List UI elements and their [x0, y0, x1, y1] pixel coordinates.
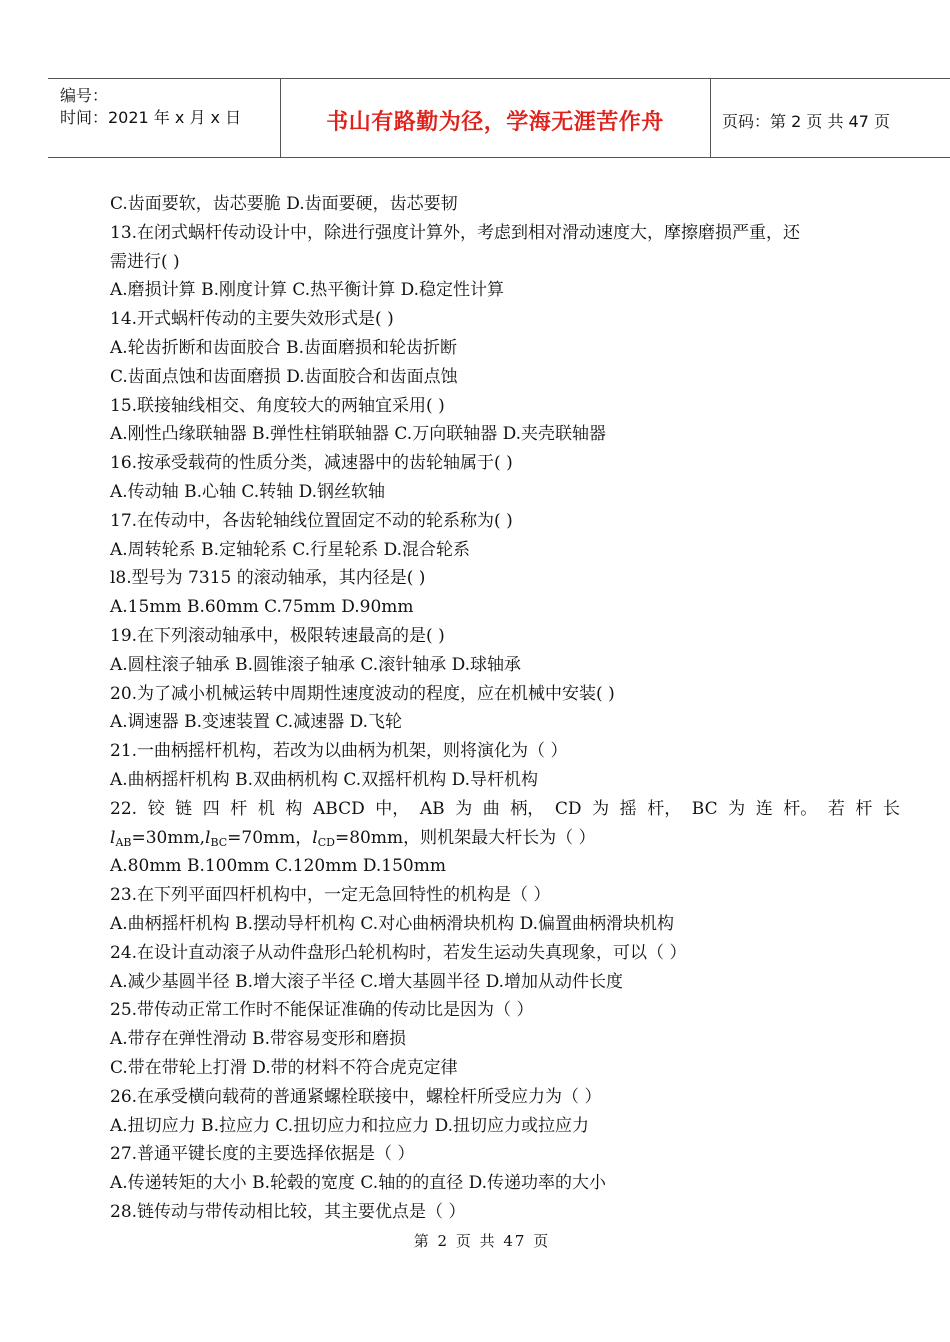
options-21: A.曲柄摇杆机构 B.双曲柄机构 C.双摇杆机构 D.导杆机构 — [110, 769, 539, 790]
subscript-bc: BC — [210, 835, 228, 849]
subscript-cd: CD — [317, 835, 335, 849]
document-time-label: 时间：2021 年 x 月 x 日 — [60, 108, 242, 127]
question-14: 14.开式蜗杆传动的主要失效形式是( ) — [110, 309, 394, 330]
question-22-word: 杆 — [855, 798, 873, 819]
question-22-word: 四 — [202, 798, 220, 819]
question-13-cont: 需进行( ) — [110, 251, 180, 272]
question-22-word: AB — [419, 798, 445, 819]
page-header — [48, 78, 950, 158]
header-page-number: 页码：第 2 页 共 47 页 — [722, 112, 890, 131]
document-number-label: 编号： — [60, 86, 109, 105]
question-16: 16.按承受载荷的性质分类，减速器中的齿轮轴属于( ) — [110, 453, 513, 474]
header-left-cell — [48, 79, 281, 157]
question-22-word: 链 — [175, 798, 193, 819]
options-27: A.传递转矩的大小 B.轮毂的宽度 C.轴的的直径 D.传递功率的大小 — [110, 1173, 607, 1194]
rod-ab-value: =30mm, — [131, 827, 205, 848]
options-20: A.调速器 B.变速装置 C.减速器 D.飞轮 — [110, 712, 403, 733]
question-22-cont — [110, 824, 900, 853]
question-22-word: CD — [554, 798, 582, 819]
question-22-word: 铰 — [147, 798, 165, 819]
question-22-word: 为 — [592, 798, 610, 819]
page-footer: 第 2 页 共 47 页 — [413, 1232, 551, 1250]
subscript-ab: AB — [115, 835, 132, 849]
options-25-ab: A.带存在弹性滑动 B.带容易变形和磨损 — [110, 1029, 406, 1050]
question-22 — [110, 795, 900, 824]
question-24: 24.在设计直动滚子从动件盘形凸轮机构时，若发生运动失真现象，可以（ ） — [110, 942, 687, 963]
question-13: 13.在闭式蜗杆传动设计中，除进行强度计算外，考虑到相对滑动速度大，摩擦磨损严重，还 — [110, 222, 801, 243]
options-26: A.扭切应力 B.拉应力 C.扭切应力和拉应力 D.扭切应力或拉应力 — [110, 1115, 590, 1136]
question-22-word: 机 — [257, 798, 275, 819]
options-17: A.周转轮系 B.定轴轮系 C.行星轮系 D.混合轮系 — [110, 539, 471, 560]
rod-length-symbol: l — [110, 827, 116, 848]
question-22-word: 22. — [110, 798, 138, 819]
options-16: A.传动轴 B.心轴 C.转轴 D.钢丝软轴 — [110, 481, 386, 502]
option-line: C.齿面要软，齿芯要脆 D.齿面要硬，齿芯要韧 — [110, 194, 458, 214]
question-25: 25.带传动正常工作时不能保证准确的传动比是因为（ ） — [110, 1000, 534, 1021]
header-page-cell — [710, 79, 950, 157]
options-19: A.圆柱滚子轴承 B.圆锥滚子轴承 C.滚针轴承 D.球轴承 — [110, 654, 522, 675]
question-15: 15.联接轴线相交、角度较大的两轴宜采用( ) — [110, 395, 445, 416]
question-20: 20.为了减小机械运转中周期性速度波动的程度，应在机械中安装( ) — [110, 683, 615, 704]
question-22-word: 连 — [755, 798, 773, 819]
question-22-word: 杆， — [647, 798, 682, 819]
question-22-word: 杆。 — [783, 798, 818, 819]
options-25-cd: C.带在带轮上打滑 D.带的材料不符合虎克定律 — [110, 1057, 458, 1078]
question-27: 27.普通平键长度的主要选择依据是（ ） — [110, 1144, 415, 1165]
question-22-word: 为 — [455, 798, 473, 819]
question-28: 28.链传动与带传动相比较，其主要优点是（ ） — [110, 1201, 466, 1222]
rod-length-symbol: l — [312, 827, 318, 848]
options-13: A.磨损计算 B.刚度计算 C.热平衡计算 D.稳定性计算 — [110, 280, 505, 301]
options-23: A.曲柄摇杆机构 B.摆动导杆机构 C.对心曲柄滑块机构 D.偏置曲柄滑块机构 — [110, 913, 675, 934]
question-22-word: 为 — [728, 798, 746, 819]
question-22-word: 构 — [285, 798, 303, 819]
options-14-cd: C.齿面点蚀和齿面磨损 D.齿面胶合和齿面点蚀 — [110, 366, 458, 387]
question-22-word: ABCD — [312, 798, 365, 819]
options-18: A.15mm B.60mm C.75mm D.90mm — [110, 597, 414, 618]
rod-length-symbol: l — [205, 827, 211, 848]
question-22-word: 摇 — [619, 798, 637, 819]
question-22-word: 柄， — [510, 798, 545, 819]
question-22-word: BC — [691, 798, 718, 819]
rod-cd-value: =80mm，则机架最大杆长为（ ） — [334, 827, 596, 848]
question-23: 23.在下列平面四杆机构中，一定无急回特性的机构是（ ） — [110, 885, 551, 906]
question-22-word: 若 — [827, 798, 845, 819]
question-22-word: 长 — [882, 798, 900, 819]
options-24: A.减少基圆半径 B.增大滚子半径 C.增大基圆半径 D.增加从动件长度 — [110, 971, 624, 992]
options-22: A.80mm B.100mm C.120mm D.150mm — [110, 856, 446, 877]
question-26: 26.在承受横向载荷的普通紧螺栓联接中，螺栓杆所受应力为（ ） — [110, 1086, 602, 1107]
question-22-word: 杆 — [230, 798, 248, 819]
question-19: 19.在下列滚动轴承中，极限转速最高的是( ) — [110, 625, 445, 646]
question-21: 21.一曲柄摇杆机构，若改为以曲柄为机架，则将演化为（ ） — [110, 741, 568, 762]
question-17: 17.在传动中，各齿轮轴线位置固定不动的轮系称为( ) — [110, 510, 513, 531]
question-18: l8.型号为 7315 的滚动轴承，其内径是( ) — [110, 568, 426, 589]
rod-bc-value: =70mm， — [227, 827, 313, 848]
question-22-word: 中， — [375, 798, 410, 819]
header-motto: 书山有路勤为径，学海无涯苦作舟 — [326, 110, 664, 135]
options-14-ab: A.轮齿折断和齿面胶合 B.齿面磨损和轮齿折断 — [110, 337, 457, 358]
options-15: A.刚性凸缘联轴器 B.弹性柱销联轴器 C.万向联轴器 D.夹壳联轴器 — [110, 424, 607, 445]
question-list — [110, 190, 900, 1227]
header-motto-cell — [280, 79, 711, 157]
question-22-word: 曲 — [482, 798, 500, 819]
